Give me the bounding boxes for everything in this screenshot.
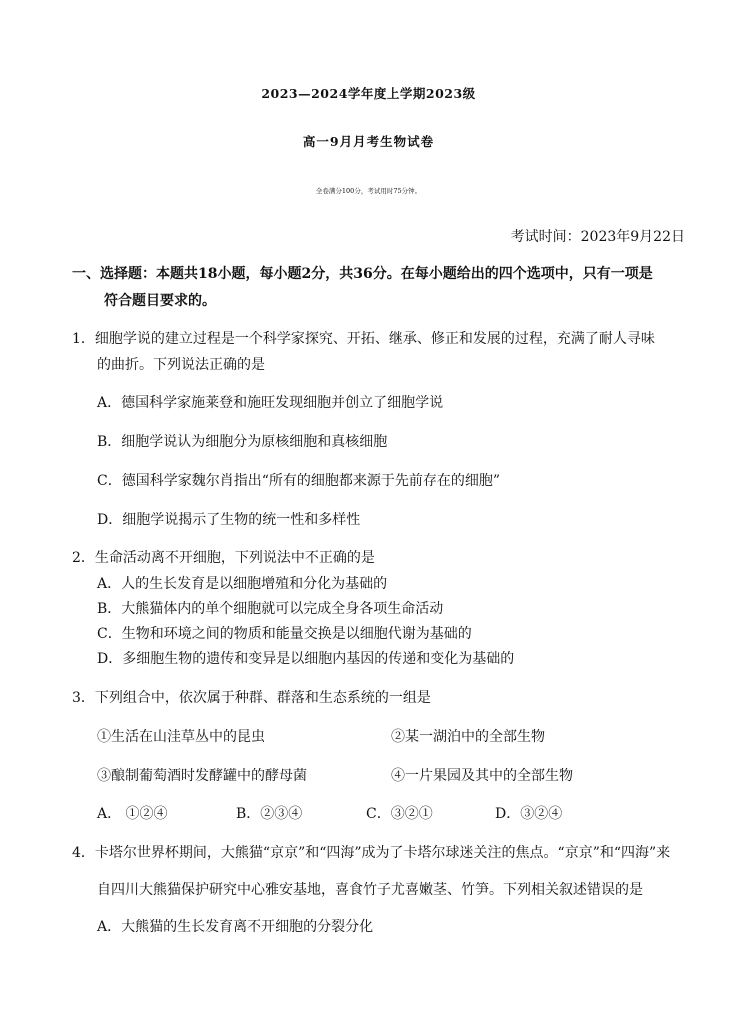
q2-option-a: A．人的生长发育是以细胞增殖和分化为基础的 — [97, 576, 388, 592]
exam-title: 2023—2024学年度上学期2023级 — [261, 86, 476, 101]
q1-stem-cont: 的曲折。下列说法正确的是 — [97, 357, 265, 373]
q1-option-b: B．细胞学说认为细胞分为原核细胞和真核细胞 — [97, 434, 388, 450]
q4-stem: 4．卡塔尔世界杯期间，大熊猫“京京”和“四海”成为了卡塔尔球迷关注的焦点。“京京”和“四海”来 — [72, 845, 671, 861]
exam-subtitle: 高一9月月考生物试卷 — [302, 134, 435, 149]
q1-option-c: C．德国科学家魏尔肖指出“所有的细胞都来源于先前存在的细胞” — [97, 473, 501, 489]
q2-option-c: C．生物和环境之间的物质和能量交换是以细胞代谢为基础的 — [97, 626, 472, 642]
q3-option-d: D．③②④ — [495, 806, 563, 822]
q2-stem: 2．生命活动离不开细胞，下列说法中不正确的是 — [72, 550, 375, 566]
q4-stem-cont: 自四川大熊猫保护研究中心雅安基地，喜食竹子尤喜嫩茎、竹笋。下列相关叙述错误的是 — [97, 882, 643, 898]
q3-stem: 3．下列组合中，依次属于种群、群落和生态系统的一组是 — [72, 690, 431, 706]
q3-item-2: ②某一湖泊中的全部生物 — [391, 729, 545, 745]
q2-option-b: B．大熊猫体内的单个细胞就可以完成全身各项生命活动 — [97, 601, 444, 617]
q3-option-a: A． ①②④ — [97, 806, 168, 822]
q3-option-b: B．②③④ — [236, 806, 303, 822]
q1-option-d: D．细胞学说揭示了生物的统一性和多样性 — [97, 512, 361, 528]
q1-stem: 1．细胞学说的建立过程是一个科学家探究、开拓、继承、修正和发展的过程，充满了耐人寻味 — [72, 331, 655, 347]
q3-item-3: ③酿制葡萄酒时发酵罐中的酵母菌 — [97, 768, 307, 784]
q1-option-a: A．德国科学家施莱登和施旺发现细胞并创立了细胞学说 — [97, 395, 444, 411]
section-heading: 一、选择题：本题共18小题，每小题2分，共36分。在每小题给出的四个选项中，只有一项是 — [72, 266, 653, 282]
q3-option-c: C．③②① — [366, 806, 433, 822]
q3-item-1: ①生活在山洼草丛中的昆虫 — [97, 729, 265, 745]
q3-item-4: ④一片果园及其中的全部生物 — [391, 768, 573, 784]
q2-option-d: D．多细胞生物的遗传和变异是以细胞内基因的传递和变化为基础的 — [97, 651, 515, 667]
exam-info: 全卷满分100分，考试用时75分钟。 — [315, 187, 422, 195]
exam-time: 考试时间：2023年9月22日 — [510, 229, 685, 245]
q4-option-a: A．大熊猫的生长发育离不开细胞的分裂分化 — [97, 919, 374, 935]
section-heading-cont: 符合题目要求的。 — [104, 293, 216, 309]
